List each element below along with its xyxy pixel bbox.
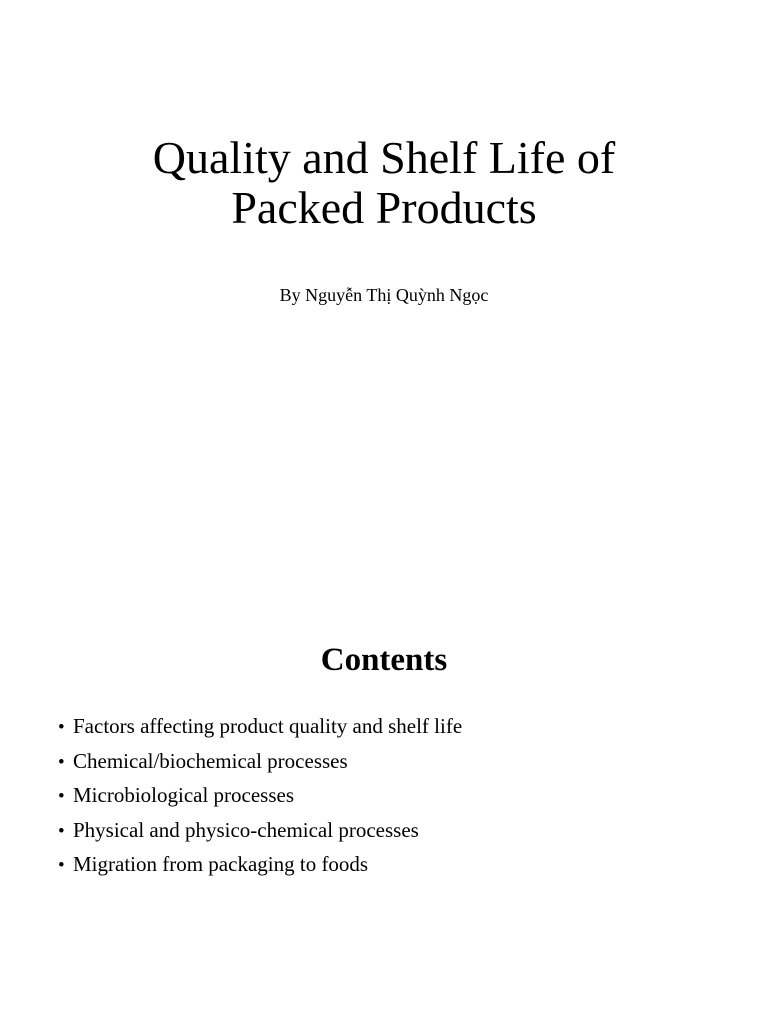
slide-title-line-2: Packed Products — [231, 182, 537, 233]
list-item — [58, 848, 462, 883]
list-item — [58, 814, 462, 849]
contents-heading: Contents — [320, 642, 448, 678]
bullet-icon: • — [58, 717, 65, 738]
list-item — [58, 745, 462, 780]
bullet-icon: • — [58, 751, 65, 773]
bullet-icon: • — [58, 786, 65, 807]
list-item — [58, 779, 462, 814]
list-item-text: Migration from packaging to foods — [73, 852, 369, 876]
list-item-text: Physical and physico-chemical processes — [73, 817, 419, 842]
slide-title — [0, 133, 768, 233]
list-item — [58, 710, 462, 745]
contents-slide — [0, 512, 768, 1024]
bullet-icon: • — [58, 855, 65, 876]
contents-list — [58, 710, 462, 883]
bullet-icon: • — [58, 820, 65, 842]
list-item-text: Chemical/biochemical processes — [73, 748, 348, 773]
slide-title-line-1: Quality and Shelf Life of — [152, 132, 616, 183]
list-item-text: Microbiological processes — [73, 783, 295, 807]
list-item-text: Factors affecting product quality and shelf life — [73, 714, 463, 738]
author-byline: By Nguyễn Thị Quỳnh Ngọc — [279, 285, 489, 305]
